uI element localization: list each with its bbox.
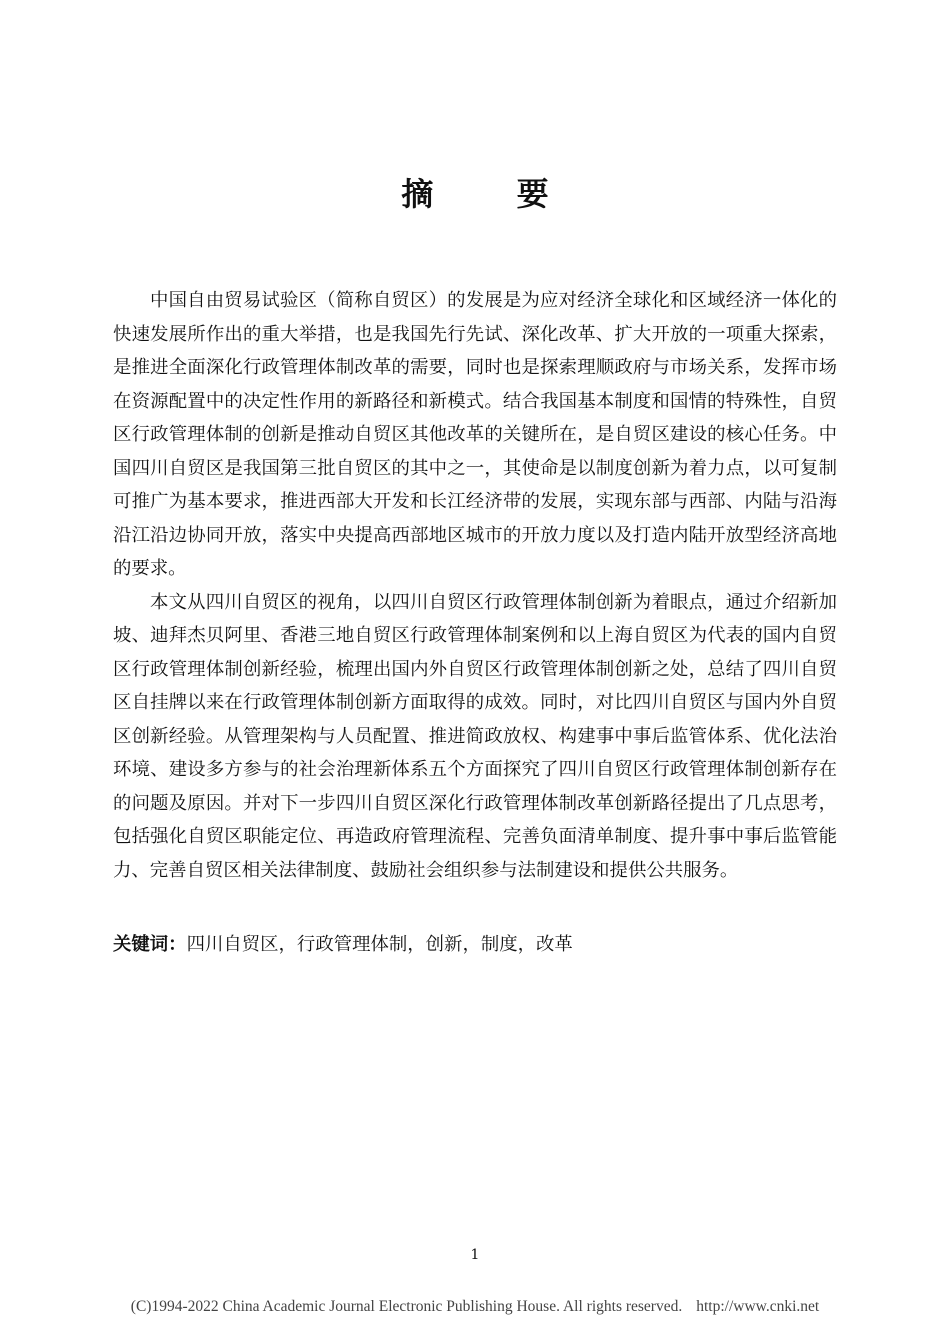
keywords-text: 四川自贸区，行政管理体制，创新，制度，改革 [186,934,573,955]
keywords-label: 关键词： [113,934,187,955]
abstract-paragraph-1: 中国自由贸易试验区（简称自贸区）的发展是为应对经济全球化和区域经济一体化的快速发展所作出的重大举措，也是我国先行先试、深化改革、扩大开放的一项重大探索，是推进全面深化行政管理体制改革的需要，同时也是探索理顺政府与市场关系，发挥市场在资源配置中的决定性作用的新路径和新模式。结合我国基本制度和国情的特殊性，自贸区行政管理体制的创新是推动自贸区其他改革的关键所在，是自贸区建设的核心任务。中国四川自贸区是我国第三批自贸区的其中之一，其使命是以制度创新为着力点，以可复制可推广为基本要求，推进西部大开发和长江经济带的发展，实现东部与西部、内陆与沿海沿江沿边协同开放，落实中央提高西部地区城市的开放力度以及打造内陆开放型经济高地的要求。 [113,290,837,579]
page-number: 1 [470,1247,480,1263]
copyright-text: (C)1994-2022 China Academic Journal Electronic Publishing House. All rights reserved. [130,1298,683,1315]
copyright-footer [0,1296,950,1318]
footer-url: http://www.cnki.net [696,1298,820,1315]
keywords-line [113,930,837,960]
abstract-title: 摘 要 [401,175,585,213]
abstract-body [113,284,837,887]
abstract-paragraph-2: 本文从四川自贸区的视角，以四川自贸区行政管理体制创新为着眼点，通过介绍新加坡、迪拜杰贝阿里、香港三地自贸区行政管理体制案例和以上海自贸区为代表的国内自贸区行政管理体制创新经验，梳理出国内外自贸区行政管理体制创新之处，总结了四川自贸区自挂牌以来在行政管理体制创新方面取得的成效。同时，对比四川自贸区与国内外自贸区创新经验。从管理架构与人员配置、推进简政放权、构建事中事后监管体系、优化法治环境、建设多方参与的社会治理新体系五个方面探究了四川自贸区行政管理体制创新存在的问题及原因。并对下一步四川自贸区深化行政管理体制改革创新路径提出了几点思考，包括强化自贸区职能定位、再造政府管理流程、完善负面清单制度、提升事中事后监管能力、完善自贸区相关法律制度、鼓励社会组织参与法制建设和提供公共服务。 [113,591,837,881]
